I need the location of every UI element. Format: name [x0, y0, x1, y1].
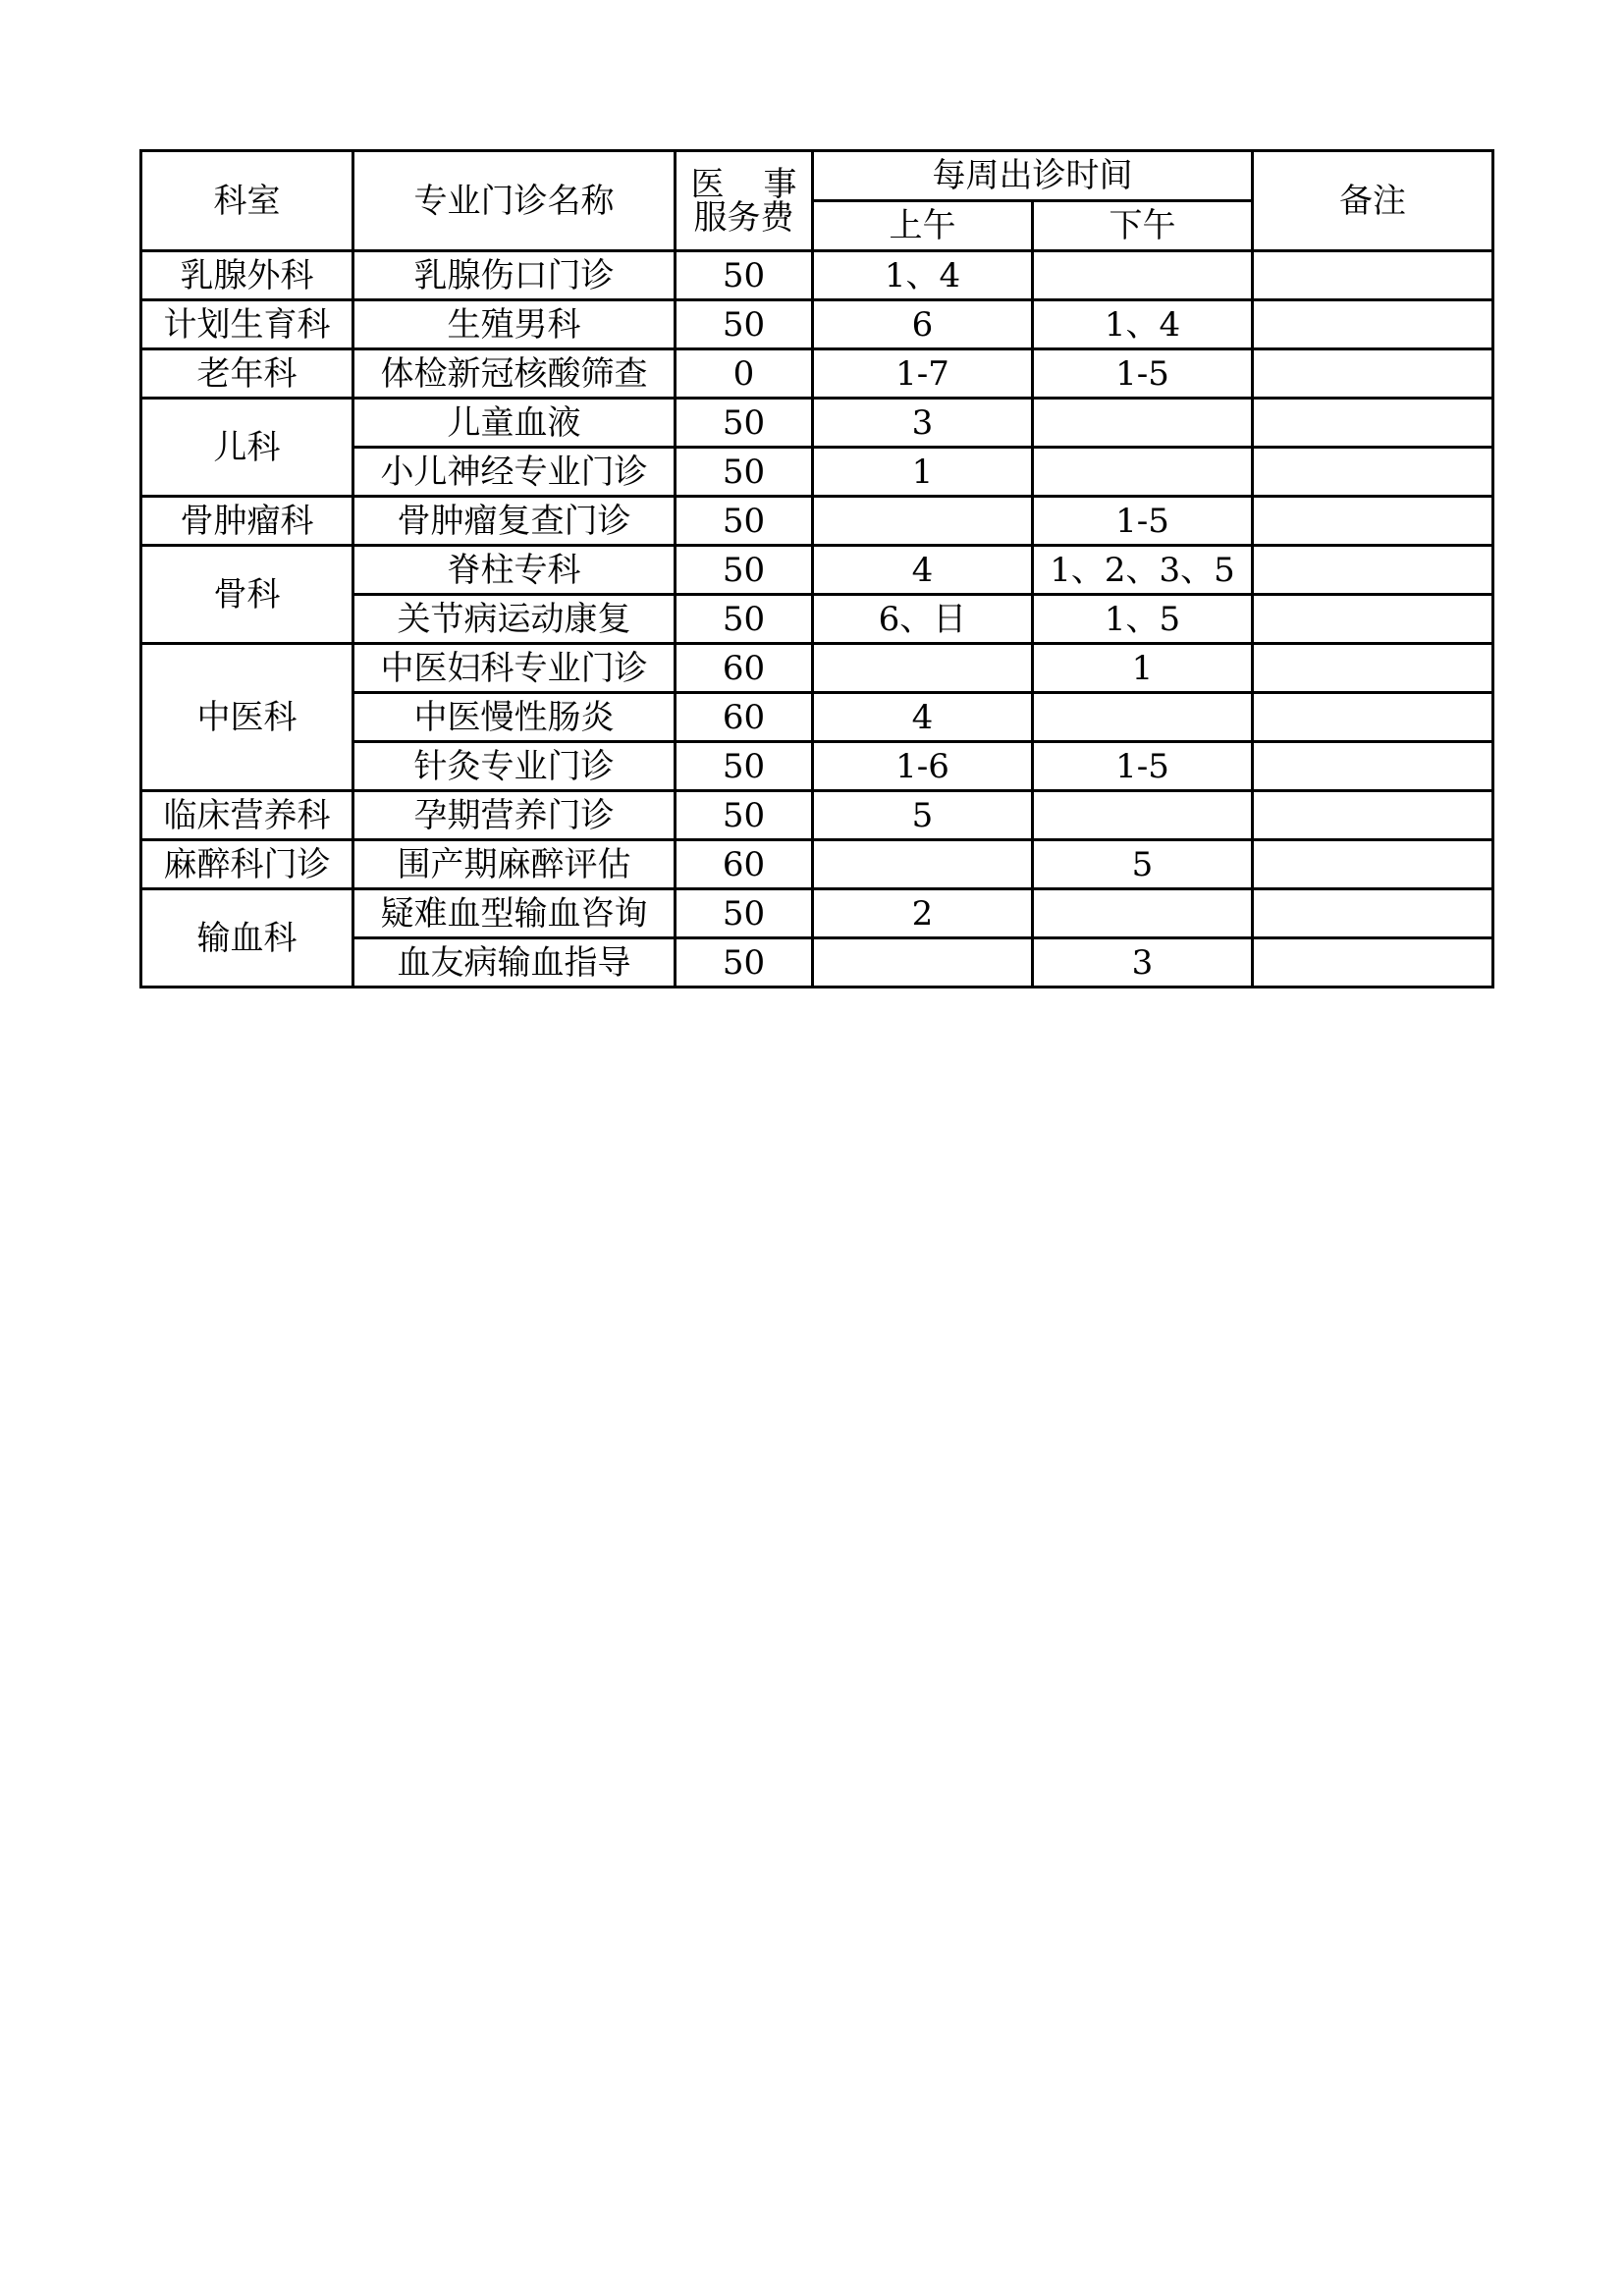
cell-clinic: 孕期营养门诊: [353, 791, 676, 840]
cell-fee: 50: [676, 497, 813, 546]
cell-fee: 50: [676, 742, 813, 791]
cell-am: 3: [813, 399, 1033, 448]
cell-am: [813, 497, 1033, 546]
cell-pm: 3: [1033, 938, 1253, 988]
cell-am: 6、日: [813, 595, 1033, 644]
header-fee: [676, 151, 813, 251]
table-row: [141, 497, 1493, 546]
cell-dept: 麻醉科门诊: [141, 840, 353, 889]
cell-am: [813, 938, 1033, 988]
cell-note: [1253, 693, 1493, 742]
cell-dept: 输血科: [141, 889, 353, 988]
cell-am: 1-6: [813, 742, 1033, 791]
table-row: [141, 251, 1493, 300]
table-row: [141, 840, 1493, 889]
cell-am: 4: [813, 693, 1033, 742]
cell-clinic: 关节病运动康复: [353, 595, 676, 644]
table-row: [141, 546, 1493, 595]
cell-pm: [1033, 251, 1253, 300]
cell-fee: 50: [676, 399, 813, 448]
cell-fee: 50: [676, 448, 813, 497]
header-dept: 科室: [141, 151, 353, 251]
cell-dept: 临床营养科: [141, 791, 353, 840]
cell-pm: 1: [1033, 644, 1253, 693]
cell-pm: [1033, 399, 1253, 448]
cell-fee: 60: [676, 644, 813, 693]
header-row-1: [141, 151, 1493, 201]
cell-pm: 5: [1033, 840, 1253, 889]
table-row: [141, 349, 1493, 399]
cell-clinic: 血友病输血指导: [353, 938, 676, 988]
header-clinic-name: 专业门诊名称: [353, 151, 676, 251]
cell-pm: 1、2、3、5: [1033, 546, 1253, 595]
cell-note: [1253, 349, 1493, 399]
header-fee-line1: [677, 164, 811, 204]
cell-pm: [1033, 889, 1253, 938]
cell-clinic: 中医慢性肠炎: [353, 693, 676, 742]
cell-dept: 骨肿瘤科: [141, 497, 353, 546]
cell-clinic: 小儿神经专业门诊: [353, 448, 676, 497]
cell-fee: 50: [676, 791, 813, 840]
table-row: [141, 644, 1493, 693]
cell-pm: [1033, 791, 1253, 840]
cell-am: [813, 840, 1033, 889]
cell-dept: 计划生育科: [141, 300, 353, 349]
cell-fee: 60: [676, 693, 813, 742]
cell-pm: [1033, 448, 1253, 497]
header-morning: 上午: [813, 201, 1033, 251]
table-row: [141, 300, 1493, 349]
cell-am: 4: [813, 546, 1033, 595]
cell-clinic: 脊柱专科: [353, 546, 676, 595]
cell-am: 1: [813, 448, 1033, 497]
cell-fee: 0: [676, 349, 813, 399]
cell-dept: 儿科: [141, 399, 353, 497]
cell-fee: 50: [676, 251, 813, 300]
cell-dept: 中医科: [141, 644, 353, 791]
cell-fee: 50: [676, 889, 813, 938]
cell-am: 1、4: [813, 251, 1033, 300]
cell-note: [1253, 546, 1493, 595]
cell-note: [1253, 448, 1493, 497]
cell-fee: 50: [676, 938, 813, 988]
cell-clinic: 针灸专业门诊: [353, 742, 676, 791]
cell-clinic: 中医妇科专业门诊: [353, 644, 676, 693]
cell-fee: 50: [676, 595, 813, 644]
cell-clinic: 骨肿瘤复查门诊: [353, 497, 676, 546]
clinic-schedule-table: [139, 149, 1494, 988]
cell-note: [1253, 840, 1493, 889]
header-fee-line2: 服务费: [693, 197, 794, 238]
cell-clinic: 体检新冠核酸筛查: [353, 349, 676, 399]
table-row: [141, 889, 1493, 938]
header-fee-char-b: 事: [763, 164, 797, 204]
header-remarks: 备注: [1253, 151, 1493, 251]
cell-am: 6: [813, 300, 1033, 349]
cell-pm: 1-5: [1033, 742, 1253, 791]
cell-am: 2: [813, 889, 1033, 938]
cell-am: 1-7: [813, 349, 1033, 399]
table-row: [141, 399, 1493, 448]
cell-note: [1253, 497, 1493, 546]
cell-pm: 1-5: [1033, 497, 1253, 546]
cell-dept: 老年科: [141, 349, 353, 399]
header-weekly-time: 每周出诊时间: [813, 151, 1253, 201]
cell-clinic: 疑难血型输血咨询: [353, 889, 676, 938]
cell-note: [1253, 644, 1493, 693]
cell-note: [1253, 300, 1493, 349]
cell-note: [1253, 399, 1493, 448]
cell-clinic: 乳腺伤口门诊: [353, 251, 676, 300]
cell-pm: 1-5: [1033, 349, 1253, 399]
cell-note: [1253, 251, 1493, 300]
cell-dept: 骨科: [141, 546, 353, 644]
header-fee-char-a: 医: [690, 164, 725, 204]
cell-note: [1253, 791, 1493, 840]
cell-am: [813, 644, 1033, 693]
cell-fee: 50: [676, 546, 813, 595]
cell-note: [1253, 889, 1493, 938]
cell-pm: 1、4: [1033, 300, 1253, 349]
cell-pm: 1、5: [1033, 595, 1253, 644]
cell-dept: 乳腺外科: [141, 251, 353, 300]
header-afternoon: 下午: [1033, 201, 1253, 251]
cell-clinic: 儿童血液: [353, 399, 676, 448]
cell-clinic: 围产期麻醉评估: [353, 840, 676, 889]
cell-fee: 60: [676, 840, 813, 889]
cell-fee: 50: [676, 300, 813, 349]
cell-pm: [1033, 693, 1253, 742]
cell-note: [1253, 595, 1493, 644]
cell-am: 5: [813, 791, 1033, 840]
table-row: [141, 791, 1493, 840]
cell-note: [1253, 938, 1493, 988]
cell-note: [1253, 742, 1493, 791]
cell-clinic: 生殖男科: [353, 300, 676, 349]
